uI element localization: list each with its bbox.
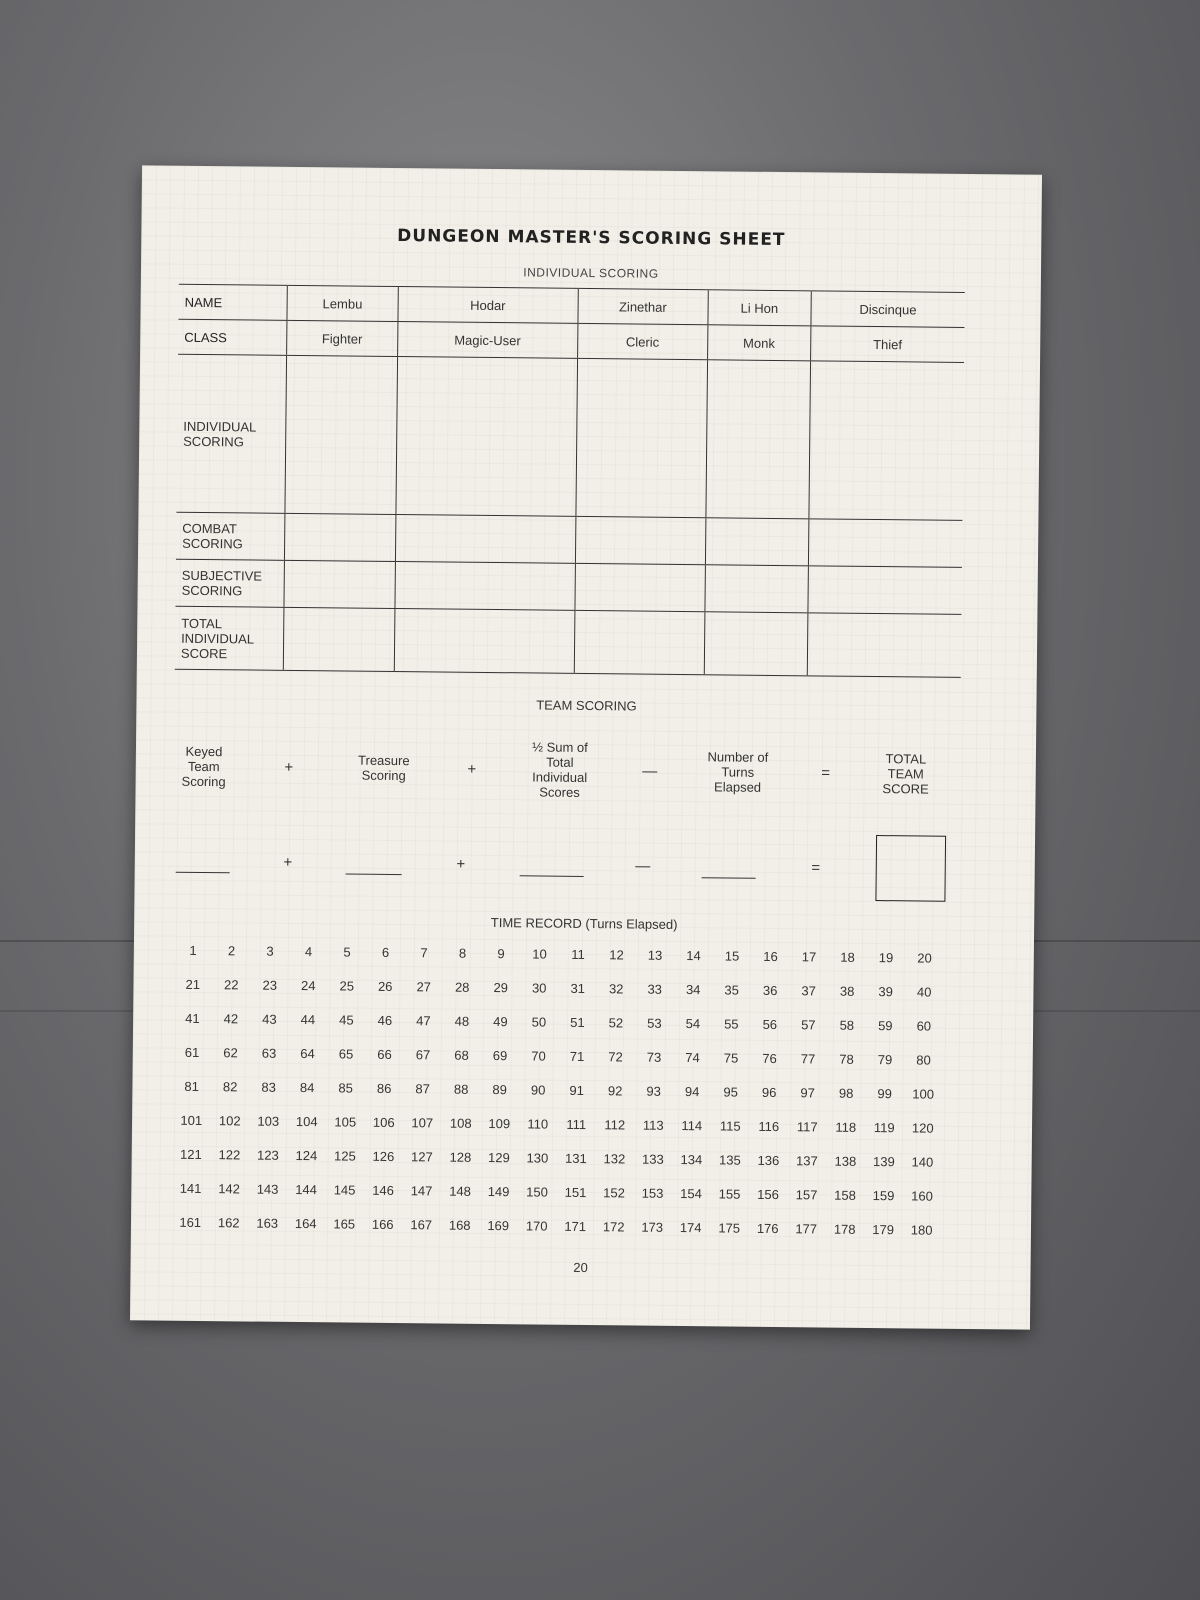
- score-cell[interactable]: [395, 561, 576, 610]
- plus-operator: +: [283, 853, 293, 871]
- turn-number[interactable]: 57: [801, 1017, 816, 1033]
- page-number: 20: [573, 1259, 588, 1276]
- turn-number[interactable]: 176: [756, 1220, 779, 1237]
- turn-number[interactable]: 93: [646, 1083, 661, 1099]
- turn-number[interactable]: 35: [724, 982, 740, 998]
- score-cell[interactable]: [394, 608, 575, 673]
- treasure-label: Treasure Scoring: [357, 752, 410, 784]
- character-name: Li Hon: [708, 290, 811, 326]
- plus-operator: +: [284, 758, 294, 776]
- row-label-total: TOTAL INDIVIDUAL SCORE: [175, 606, 284, 670]
- turn-number[interactable]: 78: [839, 1051, 854, 1067]
- turn-number[interactable]: 147: [410, 1183, 433, 1199]
- turn-number[interactable]: 81: [184, 1078, 199, 1094]
- turn-number[interactable]: 173: [641, 1219, 664, 1235]
- turn-number[interactable]: 9: [497, 946, 505, 962]
- turn-number[interactable]: 51: [570, 1014, 585, 1030]
- turn-number[interactable]: 142: [218, 1181, 241, 1197]
- turn-number[interactable]: 133: [642, 1151, 664, 1167]
- turn-number[interactable]: 164: [294, 1215, 317, 1232]
- turn-number[interactable]: 84: [299, 1080, 315, 1096]
- turn-number[interactable]: 56: [762, 1016, 778, 1033]
- turn-number[interactable]: 4: [304, 944, 313, 960]
- turn-number[interactable]: 30: [531, 980, 547, 996]
- row-label-individual: INDIVIDUAL SCORING: [176, 354, 286, 513]
- turn-number[interactable]: 67: [415, 1047, 431, 1063]
- turn-number[interactable]: 19: [878, 950, 894, 966]
- turn-number[interactable]: 44: [300, 1012, 316, 1028]
- turn-number[interactable]: 169: [487, 1217, 510, 1234]
- turn-number[interactable]: 109: [488, 1115, 511, 1132]
- turn-number[interactable]: 26: [377, 978, 393, 994]
- turn-number[interactable]: 5: [343, 944, 351, 960]
- turn-number[interactable]: 54: [685, 1016, 701, 1032]
- score-cell[interactable]: [704, 612, 808, 676]
- turn-number[interactable]: 129: [488, 1149, 510, 1166]
- total-team-score-box[interactable]: [875, 835, 946, 902]
- turn-number[interactable]: 158: [834, 1187, 856, 1203]
- turn-number[interactable]: 175: [718, 1220, 741, 1236]
- score-cell[interactable]: [284, 560, 395, 608]
- score-cell[interactable]: [574, 610, 705, 674]
- turn-number[interactable]: 66: [377, 1046, 392, 1062]
- turn-number[interactable]: 153: [641, 1185, 664, 1201]
- turns-elapsed-blank[interactable]: [702, 877, 756, 879]
- score-cell[interactable]: [575, 563, 705, 611]
- turn-number[interactable]: 105: [334, 1114, 357, 1130]
- turn-number[interactable]: 154: [680, 1186, 703, 1202]
- turn-number[interactable]: 167: [410, 1217, 433, 1233]
- turn-number[interactable]: 178: [833, 1221, 856, 1237]
- time-record-heading: TIME RECORD (Turns Elapsed): [490, 915, 678, 932]
- score-cell[interactable]: [809, 361, 964, 521]
- turn-number[interactable]: 65: [338, 1046, 354, 1062]
- turn-number[interactable]: 159: [872, 1188, 895, 1204]
- turn-number[interactable]: 27: [416, 979, 432, 995]
- turn-number[interactable]: 82: [222, 1079, 238, 1095]
- turn-number[interactable]: 102: [218, 1113, 241, 1129]
- equals-operator: =: [811, 858, 821, 876]
- turn-number[interactable]: 80: [916, 1052, 931, 1068]
- turn-number[interactable]: 117: [796, 1119, 818, 1135]
- character-name: Zinethar: [578, 288, 708, 324]
- turn-number[interactable]: 15: [724, 948, 740, 964]
- turn-number[interactable]: 118: [835, 1119, 857, 1135]
- turn-number[interactable]: 8: [458, 945, 467, 961]
- turn-number[interactable]: 112: [604, 1117, 626, 1133]
- turn-number[interactable]: 114: [681, 1118, 703, 1134]
- turn-number[interactable]: 155: [718, 1186, 741, 1202]
- subjective-scoring-row: [175, 559, 961, 614]
- total-team-label: TOTAL TEAM SCORE: [882, 750, 929, 797]
- turn-number[interactable]: 140: [911, 1154, 934, 1170]
- turn-number[interactable]: 100: [912, 1086, 935, 1102]
- turn-number[interactable]: 63: [261, 1045, 277, 1061]
- turn-number[interactable]: 77: [800, 1051, 816, 1067]
- turn-number[interactable]: 14: [686, 948, 701, 964]
- turn-number[interactable]: 73: [646, 1049, 662, 1065]
- individual-scoring-row: [176, 354, 964, 520]
- turn-number[interactable]: 141: [179, 1180, 202, 1196]
- turn-number[interactable]: 40: [916, 984, 932, 1000]
- turn-number[interactable]: 160: [911, 1188, 933, 1204]
- turn-number[interactable]: 32: [608, 981, 624, 997]
- character-name: Lembu: [287, 285, 398, 321]
- turn-number[interactable]: 55: [724, 1016, 739, 1032]
- turn-number[interactable]: 59: [878, 1018, 893, 1034]
- turn-number[interactable]: 135: [719, 1152, 741, 1168]
- individual-scoring-table: [175, 284, 965, 678]
- turn-number[interactable]: 7: [420, 945, 428, 961]
- turn-number[interactable]: 76: [762, 1050, 777, 1067]
- turn-number[interactable]: 87: [415, 1081, 430, 1097]
- turn-number[interactable]: 165: [333, 1216, 356, 1232]
- turn-number[interactable]: 86: [376, 1080, 392, 1096]
- equals-operator: =: [821, 763, 831, 782]
- turn-number[interactable]: 111: [566, 1116, 587, 1133]
- turn-number[interactable]: 146: [372, 1182, 395, 1199]
- turn-number[interactable]: 52: [608, 1015, 624, 1031]
- plus-operator: +: [456, 855, 466, 873]
- turn-number[interactable]: 94: [684, 1084, 700, 1100]
- turn-number[interactable]: 47: [416, 1013, 431, 1029]
- combat-scoring-row: [176, 512, 962, 567]
- turn-number[interactable]: 21: [185, 976, 201, 992]
- turn-number[interactable]: 10: [532, 946, 547, 962]
- row-label-subjective: SUBJECTIVE SCORING: [175, 559, 284, 607]
- turn-number[interactable]: 122: [218, 1147, 241, 1163]
- turn-number[interactable]: 79: [877, 1052, 893, 1068]
- turn-number[interactable]: 69: [492, 1048, 508, 1064]
- turn-number[interactable]: 6: [381, 944, 390, 960]
- score-cell[interactable]: [575, 516, 705, 564]
- turn-number[interactable]: 88: [453, 1081, 469, 1097]
- turn-number[interactable]: 38: [839, 983, 855, 999]
- turn-number[interactable]: 143: [256, 1181, 279, 1197]
- minus-operator: —: [635, 857, 651, 875]
- turn-number[interactable]: 128: [449, 1149, 472, 1165]
- turn-number[interactable]: 119: [873, 1120, 895, 1136]
- character-class: Magic-User: [397, 322, 577, 359]
- turn-number[interactable]: 43: [262, 1011, 277, 1027]
- sheet-title: DUNGEON MASTER'S SCORING SHEET: [397, 225, 786, 251]
- character-class: Fighter: [287, 320, 398, 356]
- score-cell[interactable]: [285, 355, 397, 514]
- turn-number[interactable]: 62: [223, 1045, 238, 1061]
- turn-number[interactable]: 75: [723, 1050, 739, 1066]
- turn-number[interactable]: 144: [295, 1181, 318, 1198]
- turn-number[interactable]: 151: [564, 1184, 587, 1201]
- turn-number[interactable]: 22: [223, 977, 239, 993]
- score-cell[interactable]: [705, 565, 808, 613]
- turns-elapsed-label: Number of Turns Elapsed: [707, 748, 769, 795]
- turn-number[interactable]: 157: [795, 1187, 818, 1203]
- turn-number[interactable]: 163: [256, 1215, 279, 1231]
- character-name: Hodar: [398, 287, 578, 324]
- score-cell[interactable]: [395, 514, 576, 563]
- row-label-name: NAME: [178, 284, 287, 320]
- turn-number[interactable]: 90: [530, 1082, 546, 1098]
- turn-number[interactable]: 95: [723, 1084, 738, 1100]
- turn-number[interactable]: 139: [872, 1154, 895, 1170]
- turn-number[interactable]: 61: [184, 1044, 200, 1060]
- turn-number[interactable]: 70: [531, 1048, 546, 1064]
- character-class: Thief: [810, 326, 964, 363]
- score-cell[interactable]: [706, 360, 811, 519]
- keyed-team-label: Keyed Team Scoring: [181, 743, 226, 789]
- turn-number[interactable]: 1: [189, 942, 197, 958]
- turn-number[interactable]: 174: [679, 1220, 702, 1236]
- row-label-combat: COMBAT SCORING: [176, 512, 285, 560]
- turn-number[interactable]: 131: [565, 1150, 587, 1167]
- turn-number[interactable]: 150: [526, 1184, 549, 1200]
- turn-number[interactable]: 12: [609, 947, 624, 963]
- turn-number[interactable]: 126: [372, 1148, 395, 1165]
- turn-number[interactable]: 161: [179, 1214, 202, 1230]
- turn-number[interactable]: 46: [377, 1012, 393, 1028]
- character-class: Monk: [707, 325, 810, 361]
- turn-number[interactable]: 179: [872, 1222, 895, 1238]
- time-record-grid: [171, 942, 944, 1239]
- turn-number[interactable]: 34: [685, 982, 701, 998]
- turn-number[interactable]: 125: [334, 1148, 356, 1164]
- character-class: Cleric: [577, 323, 707, 359]
- turn-number[interactable]: 74: [685, 1050, 700, 1066]
- turn-number[interactable]: 92: [607, 1083, 623, 1099]
- turn-number[interactable]: 36: [762, 982, 778, 999]
- turn-number[interactable]: 31: [570, 980, 586, 997]
- turn-number[interactable]: 127: [411, 1149, 433, 1165]
- turn-number[interactable]: 2: [227, 943, 236, 959]
- turn-number[interactable]: 156: [757, 1186, 780, 1203]
- turn-number[interactable]: 89: [492, 1082, 507, 1098]
- turn-number[interactable]: 33: [647, 981, 663, 997]
- turn-number[interactable]: 18: [840, 949, 855, 965]
- turn-number[interactable]: 110: [527, 1116, 549, 1132]
- turn-number[interactable]: 11: [571, 946, 585, 962]
- turn-number[interactable]: 103: [257, 1113, 280, 1129]
- turn-number[interactable]: 85: [338, 1080, 353, 1096]
- turn-number[interactable]: 134: [680, 1152, 703, 1168]
- score-cell[interactable]: [396, 357, 578, 517]
- turn-number[interactable]: 45: [339, 1012, 354, 1028]
- turn-number[interactable]: 25: [339, 978, 355, 994]
- half-sum-blank[interactable]: [520, 875, 584, 877]
- score-cell[interactable]: [284, 513, 395, 561]
- turn-number[interactable]: 97: [800, 1085, 815, 1101]
- turn-number[interactable]: 172: [602, 1219, 625, 1235]
- turn-number[interactable]: 104: [295, 1113, 318, 1130]
- turn-number[interactable]: 83: [261, 1079, 276, 1095]
- turn-number[interactable]: 29: [493, 980, 509, 996]
- turn-number[interactable]: 96: [761, 1084, 777, 1101]
- turn-number[interactable]: 23: [262, 977, 278, 993]
- turn-number[interactable]: 3: [266, 943, 274, 959]
- turn-number[interactable]: 108: [449, 1115, 472, 1131]
- individual-scoring-heading: INDIVIDUAL SCORING: [523, 265, 659, 281]
- turn-number[interactable]: 106: [372, 1114, 395, 1131]
- turn-number[interactable]: 130: [526, 1150, 549, 1166]
- turn-number[interactable]: 16: [763, 948, 778, 965]
- turn-number[interactable]: 17: [801, 949, 817, 965]
- turn-number[interactable]: 41: [185, 1010, 200, 1026]
- turn-number[interactable]: 171: [564, 1218, 587, 1235]
- turn-number[interactable]: 168: [448, 1217, 471, 1233]
- turn-number[interactable]: 152: [603, 1185, 626, 1201]
- turn-number[interactable]: 137: [795, 1153, 818, 1169]
- turn-number[interactable]: 136: [757, 1152, 780, 1169]
- turn-number[interactable]: 50: [531, 1014, 547, 1030]
- turn-number[interactable]: 148: [449, 1183, 472, 1199]
- turn-number[interactable]: 49: [493, 1014, 508, 1030]
- turn-number[interactable]: 166: [371, 1216, 394, 1233]
- turn-number[interactable]: 138: [834, 1153, 857, 1169]
- turn-number[interactable]: 98: [838, 1085, 854, 1101]
- turn-number[interactable]: 53: [647, 1015, 662, 1031]
- turn-number[interactable]: 28: [454, 979, 470, 995]
- turn-number[interactable]: 101: [180, 1112, 203, 1129]
- treasure-blank[interactable]: [346, 873, 402, 875]
- turn-number[interactable]: 124: [295, 1147, 318, 1164]
- turn-number[interactable]: 107: [411, 1115, 434, 1131]
- turn-number[interactable]: 121: [180, 1146, 202, 1162]
- score-cell[interactable]: [576, 358, 708, 517]
- score-cell[interactable]: [808, 519, 962, 568]
- turn-number[interactable]: 71: [569, 1048, 585, 1064]
- turn-number[interactable]: 48: [454, 1013, 470, 1029]
- keyed-team-blank[interactable]: [176, 871, 230, 873]
- turn-number[interactable]: 60: [916, 1018, 932, 1034]
- turn-number[interactable]: 170: [525, 1218, 548, 1234]
- row-label-class: CLASS: [178, 319, 287, 355]
- turn-number[interactable]: 72: [608, 1049, 623, 1065]
- turn-number[interactable]: 24: [300, 978, 316, 994]
- turn-number[interactable]: 132: [603, 1151, 626, 1167]
- character-name: Discinque: [811, 291, 965, 328]
- turn-number[interactable]: 123: [257, 1147, 279, 1163]
- team-formula-labels: [173, 726, 960, 814]
- team-scoring-heading: TEAM SCORING: [536, 697, 637, 714]
- total-individual-row: [175, 606, 962, 677]
- turn-number[interactable]: 162: [217, 1215, 240, 1231]
- minus-operator: —: [642, 762, 658, 780]
- score-cell[interactable]: [705, 518, 808, 566]
- turn-number[interactable]: 180: [910, 1222, 933, 1238]
- scoring-sheet: [130, 165, 1042, 1329]
- turn-number[interactable]: 120: [911, 1120, 934, 1136]
- score-cell[interactable]: [808, 566, 962, 615]
- half-sum-label: ½ Sum of Total Individual Scores: [532, 739, 588, 800]
- turn-number[interactable]: 113: [642, 1117, 664, 1133]
- turn-number[interactable]: 68: [454, 1047, 469, 1063]
- turn-number[interactable]: 177: [795, 1221, 818, 1237]
- turn-number[interactable]: 37: [801, 983, 817, 999]
- turn-number[interactable]: 20: [917, 950, 932, 966]
- turn-number[interactable]: 58: [839, 1017, 855, 1033]
- score-cell[interactable]: [807, 613, 961, 678]
- score-cell[interactable]: [283, 607, 394, 671]
- turn-number[interactable]: 39: [878, 984, 894, 1000]
- turn-number[interactable]: 99: [877, 1086, 892, 1102]
- team-formula-blanks: [172, 826, 959, 904]
- turn-number[interactable]: 116: [758, 1118, 780, 1135]
- turn-number[interactable]: 91: [569, 1082, 584, 1098]
- turn-number[interactable]: 149: [487, 1183, 510, 1200]
- plus-operator: +: [467, 760, 477, 778]
- turn-number[interactable]: 115: [719, 1118, 741, 1134]
- turn-number[interactable]: 13: [647, 947, 663, 963]
- turn-number[interactable]: 145: [333, 1182, 356, 1198]
- turn-number[interactable]: 42: [223, 1011, 239, 1027]
- turn-number[interactable]: 64: [300, 1046, 315, 1062]
